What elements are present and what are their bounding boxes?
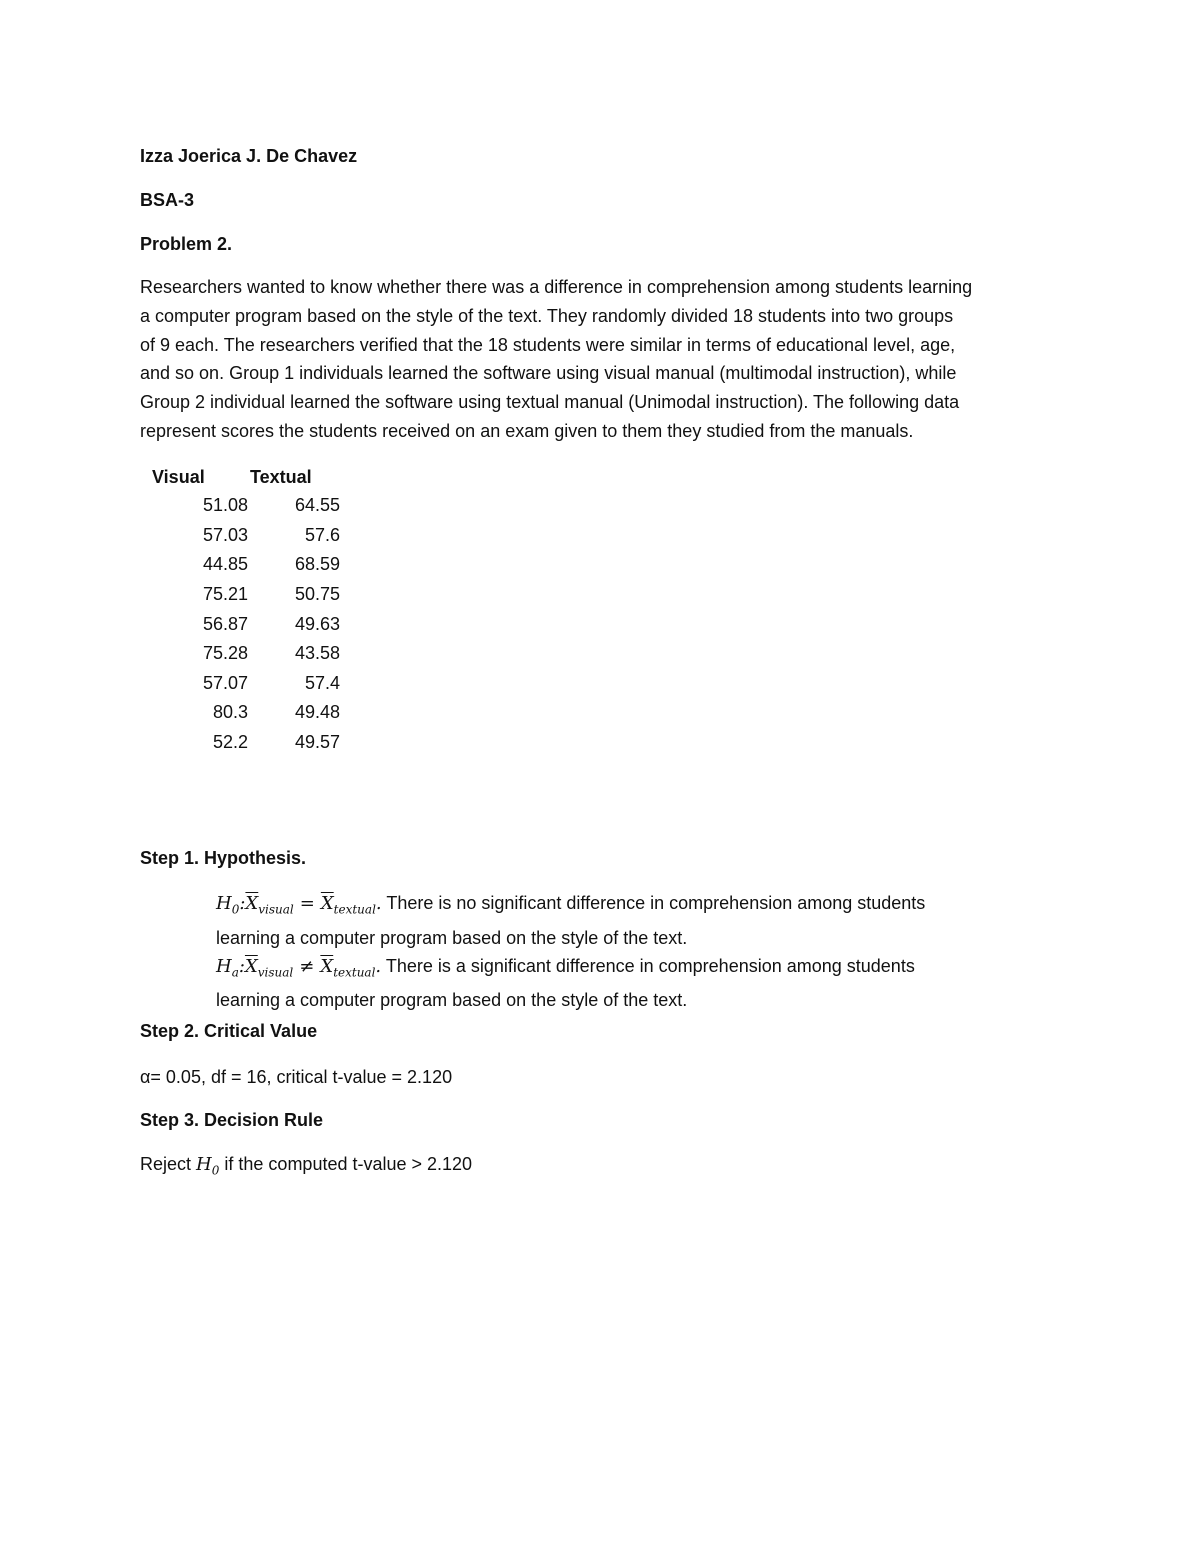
table-row <box>140 609 340 639</box>
textual-score: 49.63 <box>294 613 340 634</box>
textual-score: 43.58 <box>294 643 340 664</box>
step3-heading: Step 3. Decision Rule <box>140 1110 324 1130</box>
ha-statement: There is a significant difference in comprehension among students <box>385 955 915 976</box>
paragraph-line: Group 2 individual learned the software using textual manual (Unimodal instruction). The following data <box>140 392 960 413</box>
textual-score: 50.75 <box>294 584 340 605</box>
visual-score: 57.03 <box>202 524 248 545</box>
ha-formula: $H_a:\overline{X}_{visual} \ne \overline{X}_{textual}$. <box>216 955 382 980</box>
table-header-row <box>140 463 340 491</box>
step1-heading: Step 1. Hypothesis. <box>140 848 307 868</box>
table-row <box>140 550 340 580</box>
null-hypothesis <box>216 889 1076 924</box>
section-label: BSA-3 <box>140 190 195 210</box>
textual-score: 49.57 <box>294 732 340 753</box>
paragraph-line: represent scores the students received on an exam given to them they studied from the manuals. <box>140 420 914 441</box>
table-row <box>140 728 340 758</box>
scores-table <box>140 463 340 757</box>
hypotheses-block <box>216 889 1076 1014</box>
visual-score: 75.28 <box>202 643 248 664</box>
visual-score: 56.87 <box>202 613 248 634</box>
ha-statement-cont: learning a computer program based on the style of the text. <box>216 990 688 1011</box>
paragraph-line: of 9 each. The researchers verified that the 18 students were similar in terms of educational level, age, <box>140 334 956 355</box>
problem-paragraph <box>140 273 1070 446</box>
column-header-textual: Textual <box>250 466 312 487</box>
table-row <box>140 580 340 610</box>
step2-heading: Step 2. Critical Value <box>140 1021 318 1041</box>
decision-rule: Reject $H_0$ if the computed t-value > 2.120 <box>140 1154 473 1178</box>
h0-formula: $H_0:\overline{X}_{visual} = \overline{X}_{textual}$. <box>216 893 382 917</box>
visual-score: 57.07 <box>202 672 248 693</box>
visual-score: 51.08 <box>202 495 248 516</box>
paragraph-line: a computer program based on the style of the text. They randomly divided 18 students into two groups <box>140 305 954 326</box>
table-row <box>140 491 340 521</box>
textual-score: 57.6 <box>304 524 340 545</box>
column-header-visual: Visual <box>152 466 205 487</box>
table-row <box>140 698 340 728</box>
visual-score: 52.2 <box>212 732 248 753</box>
textual-score: 49.48 <box>294 702 340 723</box>
h0-symbol: $H_0$ <box>196 1154 220 1178</box>
problem-heading: Problem 2. <box>140 234 233 254</box>
critical-value-text: α= 0.05, df = 16, critical t-value = 2.120 <box>140 1067 453 1087</box>
visual-score: 75.21 <box>202 584 248 605</box>
paragraph-line: and so on. Group 1 individuals learned the software using visual manual (multimodal instruction), while <box>140 363 957 384</box>
textual-score: 68.59 <box>294 554 340 575</box>
table-row <box>140 669 340 699</box>
author-name: Izza Joerica J. De Chavez <box>140 146 358 166</box>
visual-score: 80.3 <box>212 702 248 723</box>
visual-score: 44.85 <box>202 554 248 575</box>
textual-score: 57.4 <box>304 672 340 693</box>
textual-score: 64.55 <box>294 495 340 516</box>
h0-statement: There is no significant difference in comprehension among students <box>386 893 926 913</box>
h0-statement-cont: learning a computer program based on the style of the text. <box>216 927 688 948</box>
alternative-hypothesis <box>216 952 1076 987</box>
table-row <box>140 521 340 551</box>
paragraph-line: Researchers wanted to know whether there was a difference in comprehension among students learning <box>140 277 973 297</box>
table-row <box>140 639 340 669</box>
